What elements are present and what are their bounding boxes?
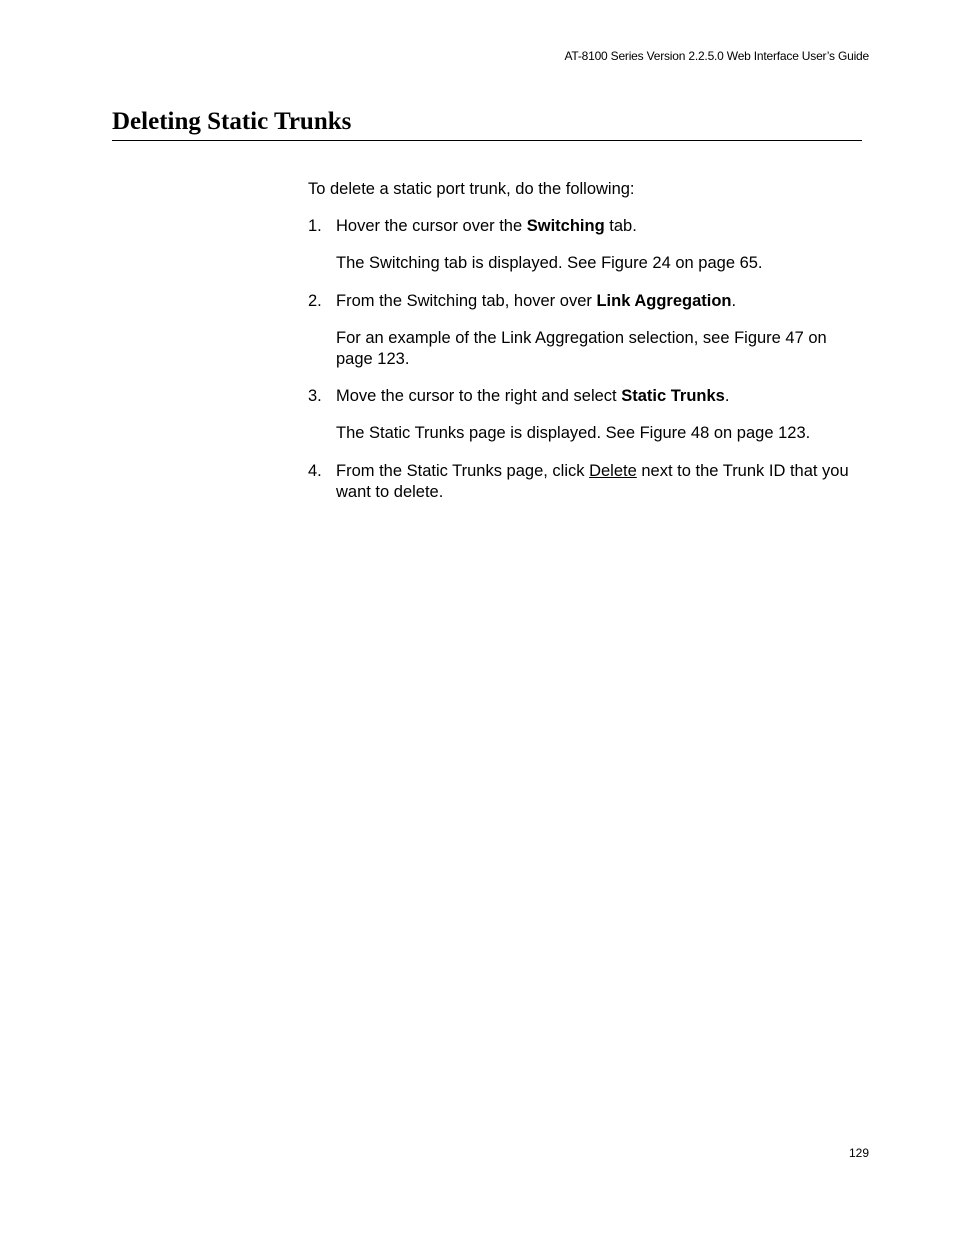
section-title: Deleting Static Trunks [112,108,352,135]
step-2-note: For an example of the Link Aggregation selection, see Figure 47 on page 123. [336,329,827,368]
intro-paragraph: To delete a static port trunk, do the following: [308,180,635,198]
step-3-note: The Static Trunks page is displayed. See Figure 48 on page 123. [336,424,811,442]
running-header: AT-8100 Series Version 2.2.5.0 Web Interface User’s Guide [564,49,869,63]
step-4-number: 4. [308,462,322,480]
switching-term: Switching [526,217,605,235]
step-1-text: Hover the cursor over the Switching tab. [336,217,637,235]
static-trunks-term: Static Trunks [621,387,725,405]
step-2-number: 2. [308,292,322,310]
step-3-text: Move the cursor to the right and select Static Trunks. [336,387,730,405]
step-1-number: 1. [308,217,322,235]
step-4-text: From the Static Trunks page, click Delete next to the Trunk ID that you want to delete. [336,462,849,501]
step-1-note: The Switching tab is displayed. See Figure 24 on page 65. [336,254,763,272]
delete-link[interactable]: Delete [589,462,637,480]
link-aggregation-term: Link Aggregation [596,292,732,310]
page-number: 129 [848,1146,869,1160]
step-2-text: From the Switching tab, hover over Link Aggregation. [336,292,737,310]
step-3-number: 3. [308,387,322,405]
title-rule [112,140,862,141]
